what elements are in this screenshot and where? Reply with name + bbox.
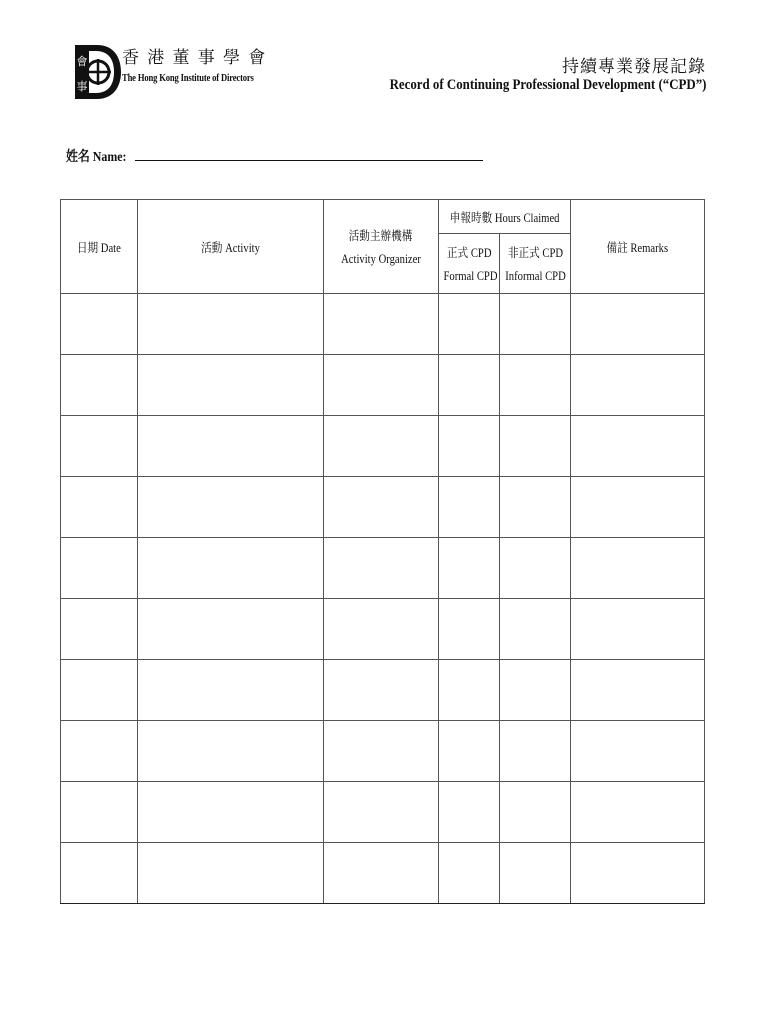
institute-logo [75, 43, 268, 101]
cell-informal-hours[interactable] [500, 721, 571, 782]
cell-organizer[interactable] [324, 355, 439, 416]
cell-date[interactable] [61, 416, 138, 477]
cell-organizer[interactable] [324, 843, 439, 904]
cell-organizer[interactable] [324, 416, 439, 477]
cell-remarks[interactable] [571, 294, 705, 355]
name-label: 姓名 Name: [66, 150, 127, 165]
cpd-record-table [60, 199, 705, 904]
cell-formal-hours[interactable] [439, 416, 500, 477]
cell-activity[interactable] [138, 660, 324, 721]
logo-chinese-name: 香 港 董 事 學 會 [122, 48, 268, 67]
column-header-organizer: 活動主辦機構 Activity Organizer [324, 200, 439, 294]
cell-formal-hours[interactable] [439, 599, 500, 660]
cell-organizer[interactable] [324, 721, 439, 782]
cell-activity[interactable] [138, 416, 324, 477]
hkiod-emblem-icon [75, 43, 121, 101]
table-row [61, 416, 705, 477]
cell-remarks[interactable] [571, 477, 705, 538]
table-row [61, 782, 705, 843]
column-header-hours-claimed: 申報時數 Hours Claimed [439, 200, 571, 234]
cell-formal-hours[interactable] [439, 721, 500, 782]
cell-activity[interactable] [138, 538, 324, 599]
cell-informal-hours[interactable] [500, 538, 571, 599]
table-row [61, 660, 705, 721]
cell-date[interactable] [61, 355, 138, 416]
cell-activity[interactable] [138, 355, 324, 416]
cell-date[interactable] [61, 721, 138, 782]
cell-formal-hours[interactable] [439, 538, 500, 599]
cell-activity[interactable] [138, 477, 324, 538]
cell-remarks[interactable] [571, 538, 705, 599]
cell-informal-hours[interactable] [500, 843, 571, 904]
table-row [61, 294, 705, 355]
cell-organizer[interactable] [324, 294, 439, 355]
cell-informal-hours[interactable] [500, 294, 571, 355]
cell-activity[interactable] [138, 599, 324, 660]
cell-informal-hours[interactable] [500, 599, 571, 660]
cell-formal-hours[interactable] [439, 843, 500, 904]
column-header-activity: 活動 Activity [138, 200, 324, 294]
table-row [61, 843, 705, 904]
logo-english-name: The Hong Kong Institute of Directors [122, 72, 254, 84]
cell-remarks[interactable] [571, 843, 705, 904]
seal-bottom-text: 事 [76, 80, 88, 93]
cell-date[interactable] [61, 660, 138, 721]
cell-date[interactable] [61, 843, 138, 904]
cell-informal-hours[interactable] [500, 416, 571, 477]
cell-formal-hours[interactable] [439, 660, 500, 721]
cell-organizer[interactable] [324, 477, 439, 538]
cell-remarks[interactable] [571, 782, 705, 843]
cell-activity[interactable] [138, 782, 324, 843]
cell-remarks[interactable] [571, 599, 705, 660]
cell-organizer[interactable] [324, 782, 439, 843]
cell-date[interactable] [61, 294, 138, 355]
name-field-row [66, 146, 483, 166]
table-row [61, 538, 705, 599]
cell-organizer[interactable] [324, 660, 439, 721]
column-header-informal-cpd: 非正式 CPD Informal CPD [500, 234, 571, 294]
table-row [61, 599, 705, 660]
cell-formal-hours[interactable] [439, 294, 500, 355]
column-header-formal-cpd: 正式 CPD Formal CPD [439, 234, 500, 294]
form-title-english: Record of Continuing Professional Development (“CPD”) [389, 77, 706, 93]
cell-activity[interactable] [138, 294, 324, 355]
cell-remarks[interactable] [571, 355, 705, 416]
cell-formal-hours[interactable] [439, 782, 500, 843]
cell-informal-hours[interactable] [500, 660, 571, 721]
cell-informal-hours[interactable] [500, 477, 571, 538]
form-title-chinese: 持續專業發展記錄 [562, 57, 706, 76]
table-row [61, 355, 705, 416]
cell-date[interactable] [61, 477, 138, 538]
column-header-date: 日期 Date [61, 200, 138, 294]
cell-organizer[interactable] [324, 599, 439, 660]
cell-activity[interactable] [138, 843, 324, 904]
table-row [61, 477, 705, 538]
cell-date[interactable] [61, 782, 138, 843]
cell-activity[interactable] [138, 721, 324, 782]
cell-formal-hours[interactable] [439, 355, 500, 416]
cell-remarks[interactable] [571, 721, 705, 782]
cell-informal-hours[interactable] [500, 782, 571, 843]
cell-date[interactable] [61, 599, 138, 660]
cell-remarks[interactable] [571, 416, 705, 477]
table-row [61, 721, 705, 782]
name-field[interactable] [135, 148, 483, 161]
cell-informal-hours[interactable] [500, 355, 571, 416]
cell-date[interactable] [61, 538, 138, 599]
seal-top-text: 會 [76, 55, 88, 68]
cell-formal-hours[interactable] [439, 477, 500, 538]
cell-organizer[interactable] [324, 538, 439, 599]
cell-remarks[interactable] [571, 660, 705, 721]
column-header-remarks: 備註 Remarks [571, 200, 705, 294]
